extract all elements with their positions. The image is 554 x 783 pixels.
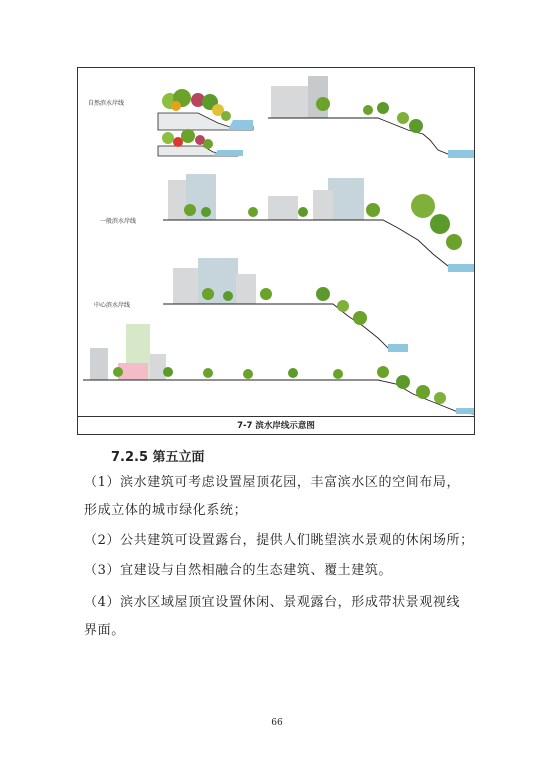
waterfront-sections-illustration	[78, 68, 474, 416]
paragraph-4-line-1: （4）滨水区域屋顶宜设置休闲、景观露台，形成带状景观视线	[84, 595, 461, 610]
natural-section-1	[158, 89, 253, 130]
waterfront-figure	[77, 67, 475, 435]
paragraph-1-line-2: 形成立体的城市绿化系统；	[84, 503, 248, 518]
section-heading: 7.2.5 第五立面	[111, 450, 205, 465]
label-general-shoreline: 一般滨水岸线	[100, 218, 137, 225]
general-section	[163, 174, 474, 272]
figure-caption: 7-7 滨水岸线示意图	[78, 416, 474, 435]
paragraph-1-line-1: （1）滨水建筑可考虑设置屋顶花园，丰富滨水区的空间布局，	[84, 475, 461, 490]
label-central-shoreline: 中心滨水岸线	[94, 302, 131, 309]
central-section	[163, 258, 408, 352]
bottom-section	[83, 324, 474, 414]
paragraph-2: （2）公共建筑可设置露台，提供人们眺望滨水景观的休闲场所；	[84, 533, 474, 548]
paragraph-3: （3）宜建设与自然相融合的生态建筑、覆土建筑。	[84, 563, 393, 578]
paragraph-4-line-2: 界面。	[84, 623, 125, 638]
natural-section-3	[268, 76, 474, 158]
label-natural-shoreline: 自然滨水岸线	[88, 100, 125, 107]
natural-section-2	[158, 129, 243, 156]
page-number: 66	[271, 718, 283, 728]
